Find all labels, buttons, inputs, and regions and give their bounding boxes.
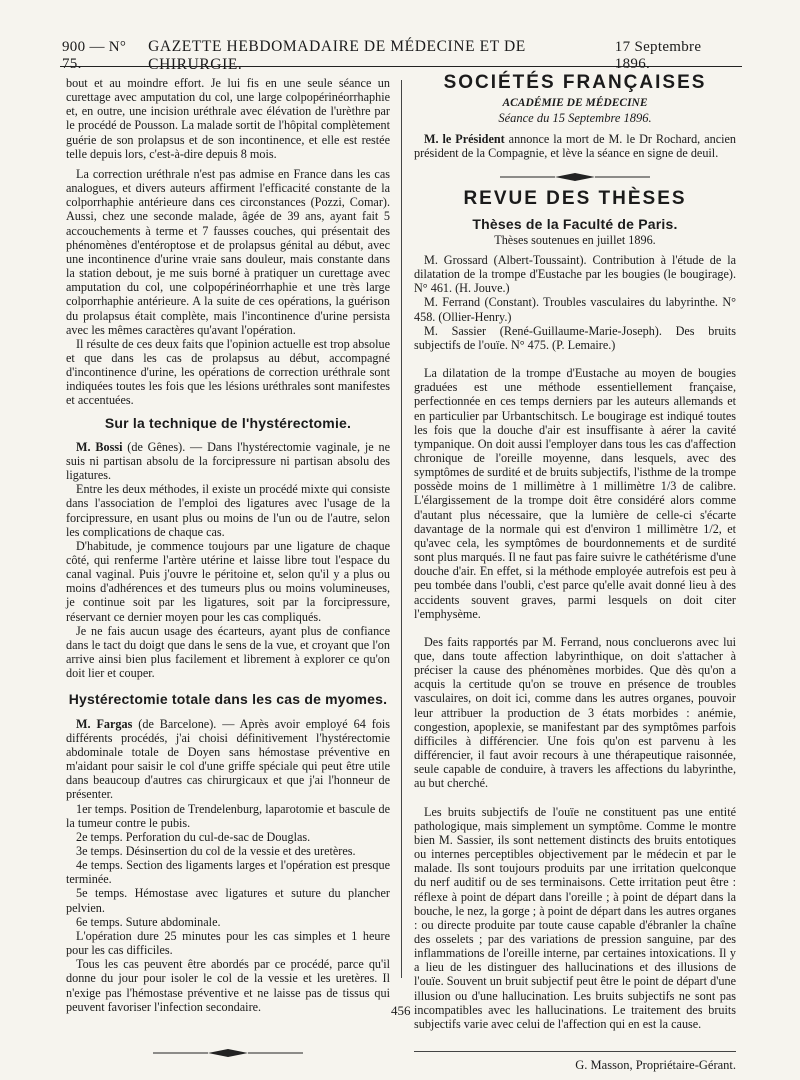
header-folio: 900 — N° 75. [62, 39, 127, 72]
running-header [62, 38, 738, 73]
subsection-theses: Thèses de la Faculté de Paris. [472, 215, 678, 232]
step-1: 1er temps. Position de Trendelenburg, laparotomie et bascule de la tumeur contre le pubis. [66, 801, 390, 830]
ornamental-divider [66, 1046, 390, 1060]
header-date: 17 Septembre 1896. [614, 39, 702, 72]
header-journal-title: GAZETTE HEBDOMADAIRE DE MÉDECINE ET DE CHIRURGIE. [148, 38, 526, 73]
paragraph: Je ne fais aucun usage des écarteurs, ayant plus de confiance dans le tact du doigt que dans le sens de la vue, et croyant que l'on arrive ainsi bien plus facilement et librement à explorer ce qu'on doit lier et couper. [66, 623, 390, 681]
speaker-name: M. Fargas [76, 716, 133, 731]
theses-date: Thèses soutenues en juillet 1896. [494, 232, 656, 247]
step-2: 2e temps. Perforation du cul-de-sac de Douglas. [76, 829, 311, 844]
paragraph: D'habitude, je commence toujours par une ligature de chaque côté, qui renferme l'artère utérine et laisse libre tout l'espace du canal vaginal. Puis j'ouvre le péritoine et, selon qu'il y a plus ou moins d'adhérences et des tumeurs plus ou moins volumineuses, je continue soit par les ligatures, soit par la forcipressure, réservant ce dernier moyen pour les cas compliqués. [66, 538, 390, 624]
step-3: 3e temps. Désinsertion du col de la vessie et des uretères. [76, 843, 356, 858]
page-number: 456 [391, 1003, 411, 1018]
left-column [66, 76, 390, 1064]
these-entry: M. Ferrand (Constant). Troubles vasculaires du labyrinthe. N° 458. (Ollier-Henry.) [414, 295, 736, 324]
step-5: 5e temps. Hémostase avec ligatures et suture du plancher pelvien. [66, 886, 390, 915]
paragraph: L'opération dure 25 minutes pour les cas simples et 1 heure pour les cas difficiles. [66, 928, 390, 958]
paragraph: Tous les cas peuvent être abordés par ce procédé, parce qu'il donne du jour pour isoler le col de la vessie et les uretères. Il n'exige pas l'hémostase préventive et ne laisse pas de tissus qui peuvent favoriser l'infection secondaire. [66, 957, 390, 1014]
section-title-societes: SOCIÉTÉS FRANÇAISES [443, 72, 707, 93]
paragraph: La correction uréthrale n'est pas admise en France dans les cas analogues, et divers auteurs affirment l'efficacité constante de la colporrhaphie antérieure dans ces circonstances (Pozzi, Comar). Aussi, chez une seconde malade, âgée de 39 ans, ayant fait 5 accouchements à terme et 7 fausses couches, qui présentait des phénomènes d'entéroptose et de prolapsus génital au début, avec une incontinence d'urine vraie sans douleur, mais constante dans la station debout, je me suis borné à pratiquer un curettage avec amputation du col, une colpopérinéorrhaphie et une très large colporrhaphie antérieure. A la suite de ces opérations, la guérison du prolapsus était complète, mais l'incontinence d'urine persista avec les mêmes caractères qu'avant l'opération. [66, 166, 390, 337]
signature-rule [414, 1051, 736, 1052]
section-title-revue: REVUE DES THÈSES [463, 188, 687, 210]
subsection-academie: ACADÉMIE DE MÉDECINE [502, 97, 648, 110]
paragraph: Les bruits subjectifs de l'ouïe ne constituent pas une entité pathologique, mais simplement un symptôme. Comme le montre bien M. Sassier, ils sont nettement distincts des bruits entotiques ou internes perceptibles objectivement par le médecin et par le malade. Ils sont toujours produits par une irritation quelconque du nerf auditif ou de ses terminaisons. Cette irritation peut être : réflexe à point de départ dans l'oreille ; à point de départ dans la bouche, le nez, la gorge ; à point de départ dans les autres organes : ou directe produite par toute cause capable d'ébranler la chaîne des osselets ; par des variations de pression sanguine, par des inflammations de l'oreille interne, par certaines intoxications. Il y a lieu de les distinguer des hallucinations et des illusions de l'ouïe. Souvent un bruit subjectif peut être le point de départ d'une illusion ou d'une hallucination. Les bruits subjectifs ne sont pas incompatibles avec les hallucinations. Le traitement des bruits subjectifs varie avec celui de l'affection qui en est la cause. [414, 804, 736, 1031]
these-entry: M. Sassier (René-Guillaume-Marie-Joseph). Des bruits subjectifs de l'ouïe. N° 475. (P. Lemaire.) [414, 323, 736, 352]
paragraph: bout et au moindre effort. Je lui fis en une seule séance un curettage avec amputation du col, une large colpopérinéorrhaphie et, en outre, une incision uréthrale avec élévation de l'urèthre par le procédé de Pousson. La malade sortit de l'hôpital complètement guérie de son prolapsus et de son incontinence, et elle est restée telle depuis lors, c'est-à-dire depuis 8 mois. [66, 76, 390, 161]
header-rule [60, 66, 742, 67]
paragraph: Entre les deux méthodes, il existe un procédé mixte qui consiste dans l'association de l'emploi des ligatures avec l'usage de la forcipressure, en usant plus ou moins de l'un ou de l'autre, selon les complications de chaque cas. [66, 482, 390, 539]
seance-date: Séance du 15 Septembre 1896. [498, 111, 652, 126]
speaker-name: M. le Président [424, 132, 505, 147]
speaker-name: M. Bossi [76, 439, 123, 454]
these-entry: M. Grossard (Albert-Toussaint). Contribution à l'étude de la dilatation de la trompe d'Eustache par les bougies (le bougirage). N° 461. (H. Jouve.) [414, 252, 736, 296]
paragraph: La dilatation de la trompe d'Eustache au moyen de bougies graduées est une méthode essentiellement française, perfectionnée en ces temps derniers par les auteurs allemands et en particulier par Urbantschitsch. Le bougirage est indiqué toutes les fois que la douche d'air est insuffisante à aérer la cavité tympanique. On doit aussi l'employer dans tous les cas d'affection chronique de l'oreille moyenne, dans lesquels, avec des symptômes de surdité et de bruits subjectifs, l'isthme de la trompe possède moins de 1 millimètre à 1 millimètre 1/3 de calibre. L'élargissement de la trompe doit être considéré alors comme d'autant plus nécessaire, que la lumière de celle-ci s'écarte davantage de la normale qui est d'environ 1 millimètre 1/2, et qu'avec cela, les symptômes de bourdonnements et de surdité sont plus marqués. Il ne faut pas faire suivre le cathétérisme d'une douche d'air. En effet, si la méthode employée autrefois est peu à peu tombée dans l'oubli, c'est parce qu'elle avait donné lieu à des accidents souvent graves, parmi lesquels on doit citer l'emphysème. [414, 366, 736, 621]
paragraph-fargas [66, 717, 390, 802]
section-heading-hysterectomie: Sur la technique de l'hystérectomie. [104, 414, 352, 431]
paragraph: Des faits rapportés par M. Ferrand, nous concluerons avec lui que, dans toute affection labyrinthique, on doit s'attacher à préciser la cause des phénomènes morbides. Que dès qu'on a acquis la certitude qu'on se trouve en présence de troubles vasculaires, on doit ici, comme dans les autres organes, pouvoir leur attribuer la production de 3 états morbides : anémie, congestion, apoplexie, se manifestant par des symptômes parfois difficiles à différencier. Une fois qu'on est parvenu à les différencier, il faut avoir recours à une thérapeutique raisonnée, seule capable de conduire, à travers les affections du labyrinthe, au but cherché. [414, 634, 736, 791]
signature: G. Masson, Propriétaire-Gérant. [575, 1058, 736, 1073]
paragraph-text: (de Barcelone). — Après avoir employé 64 fois différents procédés, j'ai choisi définitivement l'hystérectomie abdominale totale de Doyen sans hémostase préventive en m'aidant pour saisir le col d'une griffe spéciale qui peut être utile dans beaucoup d'autres cas chirurgicaux et que j'ai l'honneur de présenter. [66, 716, 390, 802]
paragraph-bossi [66, 440, 390, 482]
right-column [414, 72, 736, 1073]
paragraph-text: (de Gênes). — Dans l'hystérectomie vaginale, je ne suis ni partisan absolu de la forcipressure ni partisan absolu des ligatures. [66, 439, 390, 483]
ornamental-divider [414, 170, 736, 184]
paragraph-president [414, 132, 736, 160]
section-heading-myomes: Hystérectomie totale dans les cas de myomes. [68, 691, 388, 708]
column-divider [401, 80, 402, 978]
paragraph-text: annonce la mort de M. le Dr Rochard, ancien président de la Compagnie, et lève la séance en signe de deuil. [414, 132, 736, 161]
paragraph: Il résulte de ces deux faits que l'opinion actuelle est trop absolue et que dans les cas de prolapsus au début, accompagné d'incontinence d'urine, les opérations de correction uréthrale sont indiquées toutes les fois que les lésions uréthrales sont manifestes et accentuées. [66, 336, 390, 408]
step-4: 4e temps. Section des ligaments larges et l'opération est presque terminée. [66, 858, 390, 887]
step-6: 6e temps. Suture abdominale. [76, 914, 221, 929]
